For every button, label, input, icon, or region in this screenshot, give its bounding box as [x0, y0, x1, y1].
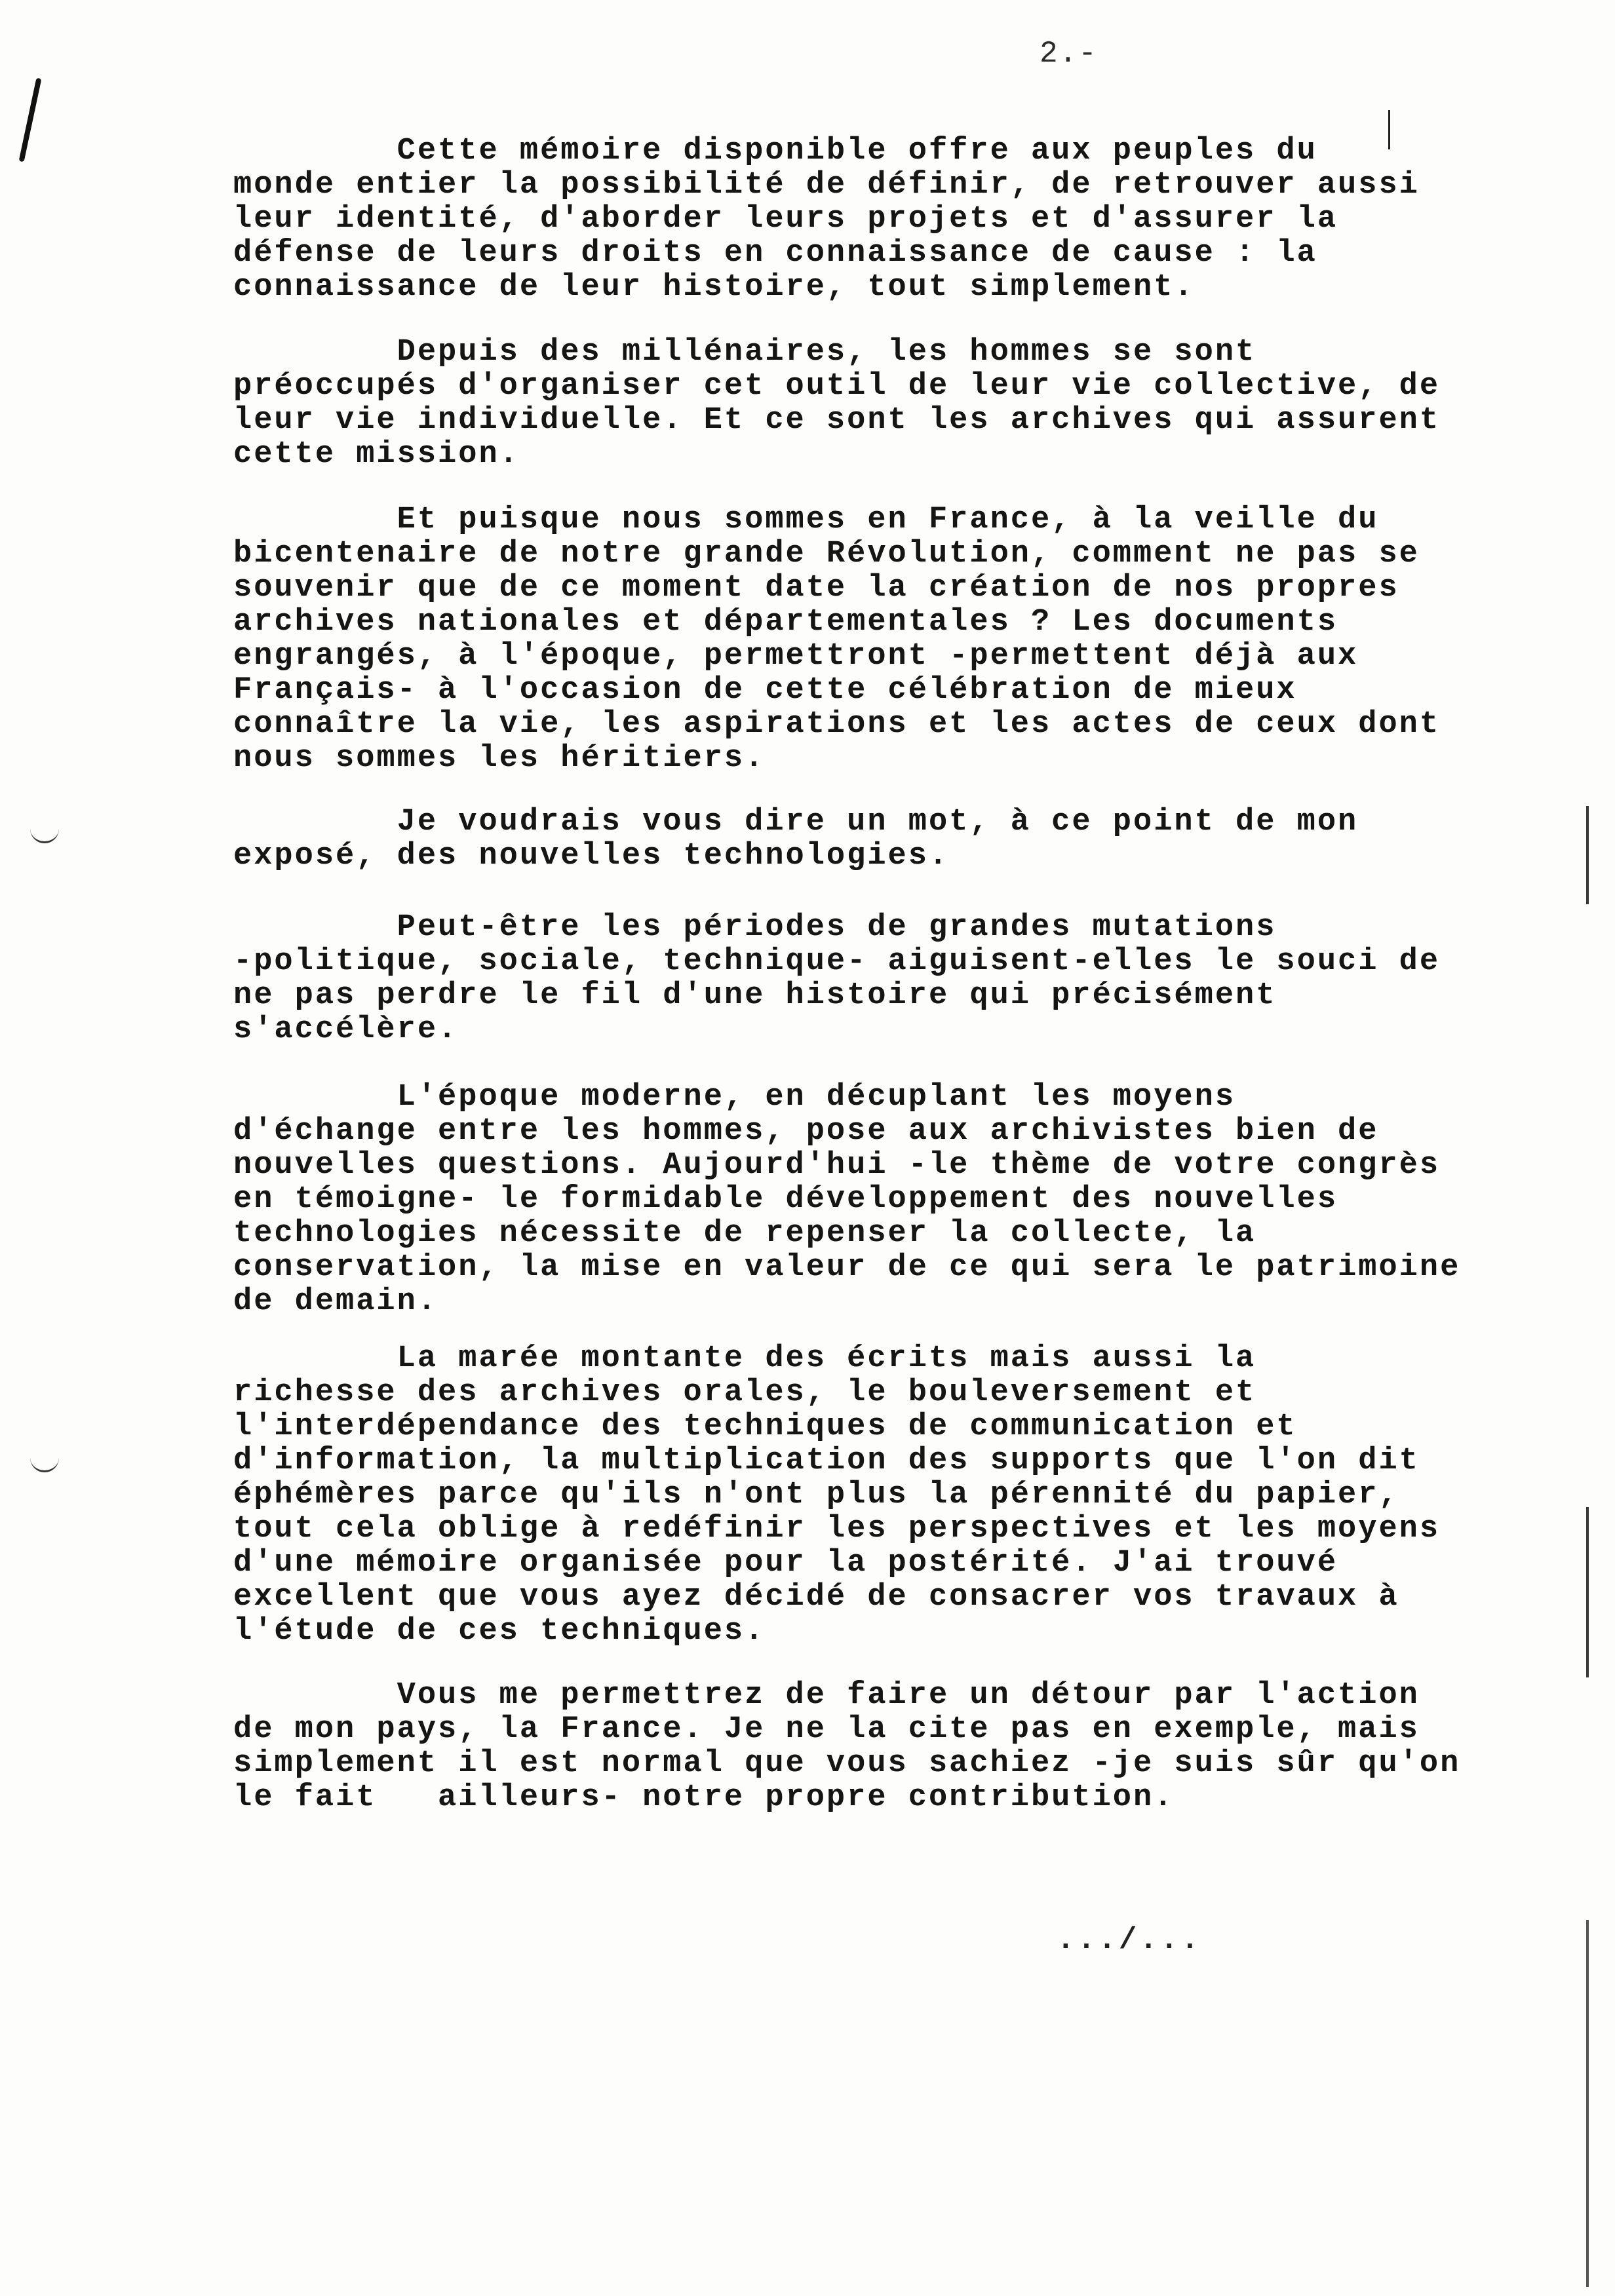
body-paragraph: Je voudrais vous dire un mot, à ce point de mon exposé, des nouvelles technologies. [233, 805, 1359, 873]
page-number: 2.- [1040, 37, 1098, 71]
body-paragraph: Et puisque nous sommes en France, à la veille du bicentenaire de notre grande Révolution, comment ne pas se souvenir que de ce moment date la création de nos propres archives nationales et départementales ? Les documents engrangés, à l'époque, permettront -permettent déjà aux Français- à l'occasion de cette célébration de mieux connaître la vie, les aspirations et les actes de ceux dont nous sommes les héritiers. [233, 503, 1441, 776]
scan-edge-line [1586, 1507, 1589, 1677]
body-paragraph: Peut-être les périodes de grandes mutations -politique, sociale, technique- aiguisent-elles le souci de ne pas perdre le fil d'une histoire qui précisément s'accélère. [233, 910, 1441, 1047]
body-paragraph: L'époque moderne, en décuplant les moyens d'échange entre les hommes, pose aux archivistes bien de nouvelles questions. Aujourd'hui -le thème de votre congrès en témoigne- le formidable développement des nouvelles technologies nécessite de repenser la collecte, la conservation, la mise en valeur de ce qui sera le patrimoine de demain. [233, 1080, 1461, 1319]
continuation-marker: .../... [1057, 1923, 1202, 1957]
margin-curve-mark [30, 827, 59, 843]
body-paragraph: Cette mémoire disponible offre aux peuples du monde entier la possibilité de définir, de retrouver aussi leur identité, d'aborder leurs projets et d'assurer la défense de leurs droits en connaissance de cause : la connaissance de leur histoire, tout simplement. [233, 134, 1420, 305]
scan-edge-line [1586, 1920, 1589, 2287]
body-paragraph: Depuis des millénaires, les hommes se sont préoccupés d'organiser cet outil de leur vie collective, de leur vie individuelle. Et ce sont les archives qui assurent cette mission. [233, 335, 1441, 472]
margin-curve-mark [30, 1456, 59, 1472]
scan-edge-line [1586, 806, 1589, 904]
margin-pen-mark [19, 78, 42, 163]
body-paragraph: La marée montante des écrits mais aussi la richesse des archives orales, le bouleversement et l'interdépendance des techniques de communication et d'information, la multiplication des supports que l'on dit éphémères parce qu'ils n'ont plus la pérennité du papier, tout cela oblige à redéfinir les perspectives et les moyens d'une mémoire organisée pour la postérité. J'ai trouvé excellent que vous ayez décidé de consacrer vos travaux à l'étude de ces techniques. [233, 1341, 1441, 1649]
body-paragraph: Vous me permettrez de faire un détour par l'action de mon pays, la France. Je ne la cite pas en exemple, mais simplement il est normal que vous sachiez -je suis sûr qu'on le fait ailleurs- notre propre contribution. [233, 1678, 1461, 1815]
